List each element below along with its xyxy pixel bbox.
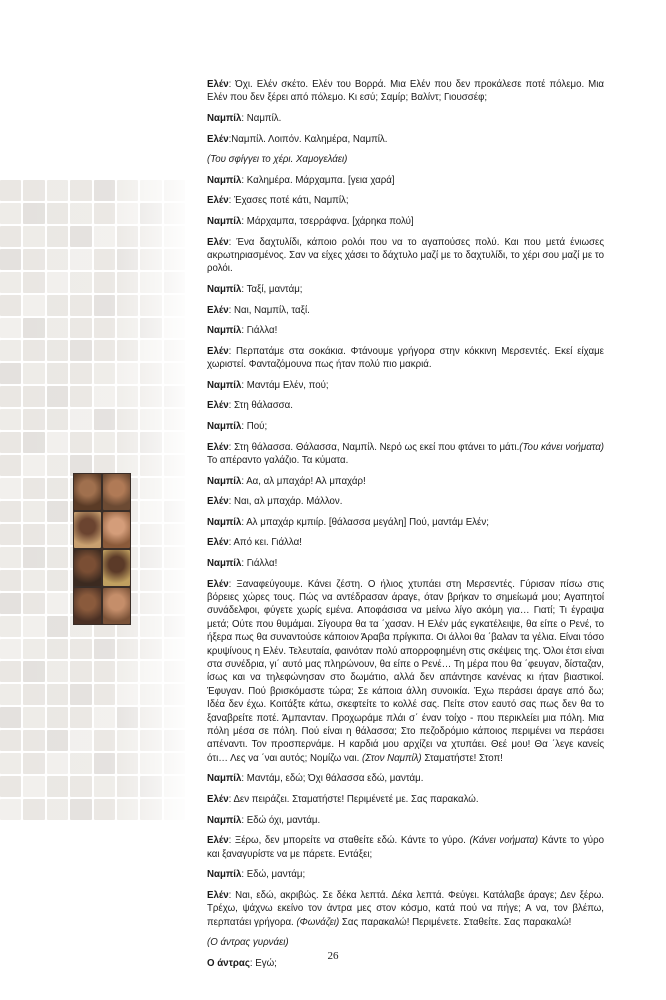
portrait-photos-image — [73, 473, 131, 625]
speaker-name: Ναμπίλ — [207, 420, 242, 432]
dialogue-paragraph — [207, 174, 604, 187]
dialogue-line: : Ένα δαχτυλίδι, κάποιο ρολόι που να το αγαπούσες πολύ. Και που μετά ένιωσες ακρωτηριασμένος. Σαν να είχες χάσει το δάχτυλο μαζί με το δαχτυλίδι, το χέρι σου μαζί με το ρολόι. — [207, 236, 604, 275]
dialogue-paragraph — [207, 793, 604, 806]
speaker-name: Ελέν — [207, 345, 229, 357]
dialogue-line: Σταματήστε! Στοπ! — [421, 752, 503, 764]
dialogue-paragraph — [207, 420, 604, 433]
speaker-name: Ελέν — [207, 133, 229, 145]
speaker-name: Ελέν — [207, 835, 229, 847]
portrait-photo — [74, 474, 101, 510]
dialogue-line: : Αα, αλ μπαχάρ! Αλ μπαχάρ! — [241, 475, 366, 487]
dialogue-line: : Ξαναφεύγουμε. Κάνει ζέστη. Ο ήλιος χτυπάει στη Μερσεντές. Γύρισαν πίσω στις βόρειες χώρες τους. Πώς να αντέδρασαν άραγε, όταν βρήκαν το σημείωμά μου; Αγαπητοί συνάδελφοι, φύγετε χωρίς εμένα. Αποφάσισα να μείνω λίγο ακόμη για… Γιατί; Τι έγραψα μετά; Ούτε που θυμάμαι. Σίγουρα θα τα ΄χασαν. Η Ελέν μάς εγκατέλειψε, θα είπε ο Ρενέ, το ήξερα πως θα συναντούσε κάποιον Άραβα πρίγκιπα. Οι άλλοι θα ΄βαλαν τα γέλια. Είναι τόσο κρυψίνους η Ελέν. Τελευταία, φαινόταν πολύ απορροφημένη στις σκέψεις της. Όλοι έτσι είναι στα συνέδρια, γι΄ αυτό μας πληρώνουν, θα είπε ο Ρενέ… Τη μέρα που θα ΄φευγαν, δίσταζαν, ίσως και να τηλεφώνησαν στο δωμάτιο, αλλά δεν απάντησε κανένας κι ήταν βιαστικοί. Έφυγαν. Πού βρισκόμαστε τώρα; Σε κάποια άλλη συνοικία. Έχω περάσει άραγε από δω; Ιδέα δεν έχω. Κοιτάξτε κάτω, σκεφτείτε το κολλέ σας. Πείτε στον εαυτό σας πως δεν θα το ξαναβρείτε ποτέ. Άμπανταν. Προχωράμε πλάι σ΄ έναν τοίχο - που περικλείει μια πόλη. Μια πόλη μέσα σε πόλη. Πού είναι η θάλασσα; Στο πεζοδρόμιο κάποιος περιμένει να περάσει απέναντι. Τον προσπερνάμε. Η καρδιά μου αρχίζει να χτυπάει. Θεέ μου! Θα ΄λεγε κανείς ότι… Λες να ΄ναι αυτός; Νομίζω ναι. — [207, 578, 604, 764]
dialogue-paragraph — [207, 283, 604, 296]
portrait-photo — [103, 550, 130, 586]
dialogue-paragraph — [207, 304, 604, 317]
dialogue-paragraph — [207, 814, 604, 827]
portrait-photo — [74, 512, 101, 548]
dialogue-paragraph — [207, 516, 604, 529]
dialogue-paragraph — [207, 868, 604, 881]
dialogue-paragraph — [207, 236, 604, 276]
dialogue-line: : Ναι, εδώ, ακριβώς. Σε δέκα λεπτά. Δέκα λεπτά. Φεύγει. Κατάλαβε άραγε; Δεν ξέρω. Τρέχω, ψάχνω εκείνο τον άντρα μες στον κόσμο, κατά πού να πήγε; Α να, τον βλέπω, περπατάει γρήγορα. — [207, 889, 604, 928]
dialogue-paragraph — [207, 557, 604, 570]
dialogue-line: : Καλημέρα. Μάρχαμπα. [γεια χαρά] — [241, 174, 395, 186]
speaker-name: Ναμπίλ — [207, 773, 242, 785]
speaker-name: Ναμπίλ — [207, 113, 242, 124]
stage-direction: (Στον Ναμπίλ) — [362, 752, 422, 764]
dialogue-paragraph — [207, 399, 604, 412]
stage-direction: (Του σφίγγει το χέρι. Χαμογελάει) — [207, 154, 348, 166]
speaker-name: Ελέν — [207, 400, 229, 412]
dialogue-paragraph — [207, 889, 604, 929]
speaker-name: Ναμπίλ — [207, 557, 242, 569]
dialogue-line: : Μαντάμ, εδώ; Όχι θάλασσα εδώ, μαντάμ. — [241, 773, 424, 785]
dialogue-line: : Στη θάλασσα. — [228, 400, 293, 412]
portrait-photo — [74, 550, 101, 586]
speaker-name: Ελέν — [207, 304, 229, 316]
dialogue-line: : Δεν πειράζει. Σταματήστε! Περιμένετέ με. Σας παρακαλώ. — [228, 793, 479, 805]
dialogue-line: : Αλ μπαχάρ κμπιίρ. [θάλασσα μεγάλη] Πού, μαντάμ Ελέν; — [241, 516, 489, 528]
dialogue-paragraph — [207, 475, 604, 488]
speaker-name: Ελέν — [207, 441, 229, 453]
speaker-name: Ο άντρας — [207, 957, 250, 969]
speaker-name: Ελέν — [207, 889, 229, 901]
dialogue-paragraph — [207, 536, 604, 549]
dialogue-line: : Στη θάλασσα. Θάλασσα, Ναμπίλ. Νερό ως εκεί που φτάνει το μάτι. — [228, 441, 520, 453]
portrait-photo — [103, 474, 130, 510]
dialogue-paragraph — [207, 834, 604, 861]
dialogue-line: : Έχασες ποτέ κάτι, Ναμπίλ; — [228, 195, 349, 207]
speaker-name: Ελέν — [207, 496, 229, 508]
portrait-photo — [74, 588, 101, 624]
dialogue-text — [207, 78, 604, 977]
dialogue-paragraph — [207, 441, 604, 468]
dialogue-paragraph — [207, 133, 604, 146]
page-number: 26 — [327, 950, 339, 962]
stage-direction: (Του κάνει νοήματα) — [519, 441, 604, 453]
speaker-name: Ελέν — [207, 79, 229, 90]
speaker-name: Ναμπίλ — [207, 325, 242, 337]
dialogue-line: Το απέραντο γαλάζιο. Τα κύματα. — [207, 454, 349, 466]
speaker-name: Ελέν — [207, 236, 229, 248]
speaker-name: Ελέν — [207, 793, 229, 805]
dialogue-line: : Περπατάμε στα σοκάκια. Φτάνουμε γρήγορα στην κόκκινη Μερσεντές. Εκεί είχαμε χωριστεί. Φανταζόμουνα πως ήταν πολύ πιο μακριά. — [207, 345, 604, 371]
speaker-name: Ναμπίλ — [207, 475, 242, 487]
dialogue-line: : Εδώ, μαντάμ; — [241, 869, 306, 881]
speaker-name: Ελέν — [207, 578, 229, 590]
dialogue-line: Σας παρακαλώ! Περιμένετε. Σταθείτε. Σας παρακαλώ! — [339, 916, 572, 928]
stage-direction: (Ο άντρας γυρνάει) — [207, 937, 289, 949]
dialogue-paragraph — [207, 772, 604, 785]
dialogue-paragraph — [207, 194, 604, 207]
dialogue-line: Κάντε το γύρο και ξαναγυρίστε να με πάρετε. Εντάξει; — [207, 835, 604, 860]
dialogue-line: : Ταξί, μαντάμ; — [241, 283, 303, 295]
dialogue-paragraph — [207, 495, 604, 508]
dialogue-line: : Ναι, αλ μπαχάρ. Μάλλον. — [228, 496, 343, 508]
dialogue-paragraph — [207, 345, 604, 372]
dialogue-line: : Γιάλλα! — [241, 557, 278, 569]
dialogue-paragraph — [207, 936, 604, 949]
stage-direction: (Κάνει νοήματα) — [469, 835, 539, 847]
dialogue-line: : Ναμπίλ. — [241, 113, 282, 124]
dialogue-paragraph — [207, 112, 604, 125]
dialogue-line: : Ναι, Ναμπίλ, ταξί. — [228, 304, 310, 316]
dialogue-line: : Πού; — [241, 420, 268, 432]
dialogue-paragraph — [207, 215, 604, 228]
speaker-name: Ναμπίλ — [207, 215, 242, 227]
portrait-photo — [103, 588, 130, 624]
dialogue-paragraph — [207, 78, 604, 105]
speaker-name: Ναμπίλ — [207, 814, 242, 826]
speaker-name: Ναμπίλ — [207, 869, 242, 881]
speaker-name: Ναμπίλ — [207, 283, 242, 295]
dialogue-line: : Εδώ όχι, μαντάμ. — [241, 814, 321, 826]
dialogue-paragraph — [207, 324, 604, 337]
dialogue-line: : Γιάλλα! — [241, 325, 278, 337]
dialogue-line: : Από κει. Γιάλλα! — [228, 537, 302, 549]
speaker-name: Ναμπίλ — [207, 516, 242, 528]
dialogue-line: : Μαντάμ Ελέν, πού; — [241, 379, 329, 391]
dialogue-paragraph — [207, 379, 604, 392]
dialogue-line: : Ξέρω, δεν μπορείτε να σταθείτε εδώ. Κάντε το γύρο. — [228, 835, 470, 847]
dialogue-line: : Εγώ; — [249, 957, 277, 969]
dialogue-paragraph — [207, 153, 604, 166]
portrait-photo — [103, 512, 130, 548]
stage-direction: (Φωνάζει) — [296, 916, 340, 928]
speaker-name: Ελέν — [207, 195, 229, 207]
speaker-name: Ελέν — [207, 537, 229, 549]
speaker-name: Ναμπίλ — [207, 174, 242, 186]
dialogue-paragraph — [207, 578, 604, 766]
dialogue-line: : Μάρχαμπα, τσερράφνα. [χάρηκα πολύ] — [241, 215, 414, 227]
speaker-name: Ναμπίλ — [207, 379, 242, 391]
dialogue-line: : Όχι. Ελέν σκέτο. Ελέν του Βορρά. Μια Ελέν που δεν προκάλεσε ποτέ πόλεμο. Μια Ελέν που δεν ξέρει από πόλεμο. Κι εσύ; Σαμίρ; Βαλίντ; Γιουσσέφ; — [207, 79, 604, 104]
dialogue-line: :Ναμπίλ. Λοιπόν. Καλημέρα, Ναμπίλ. — [228, 133, 388, 145]
